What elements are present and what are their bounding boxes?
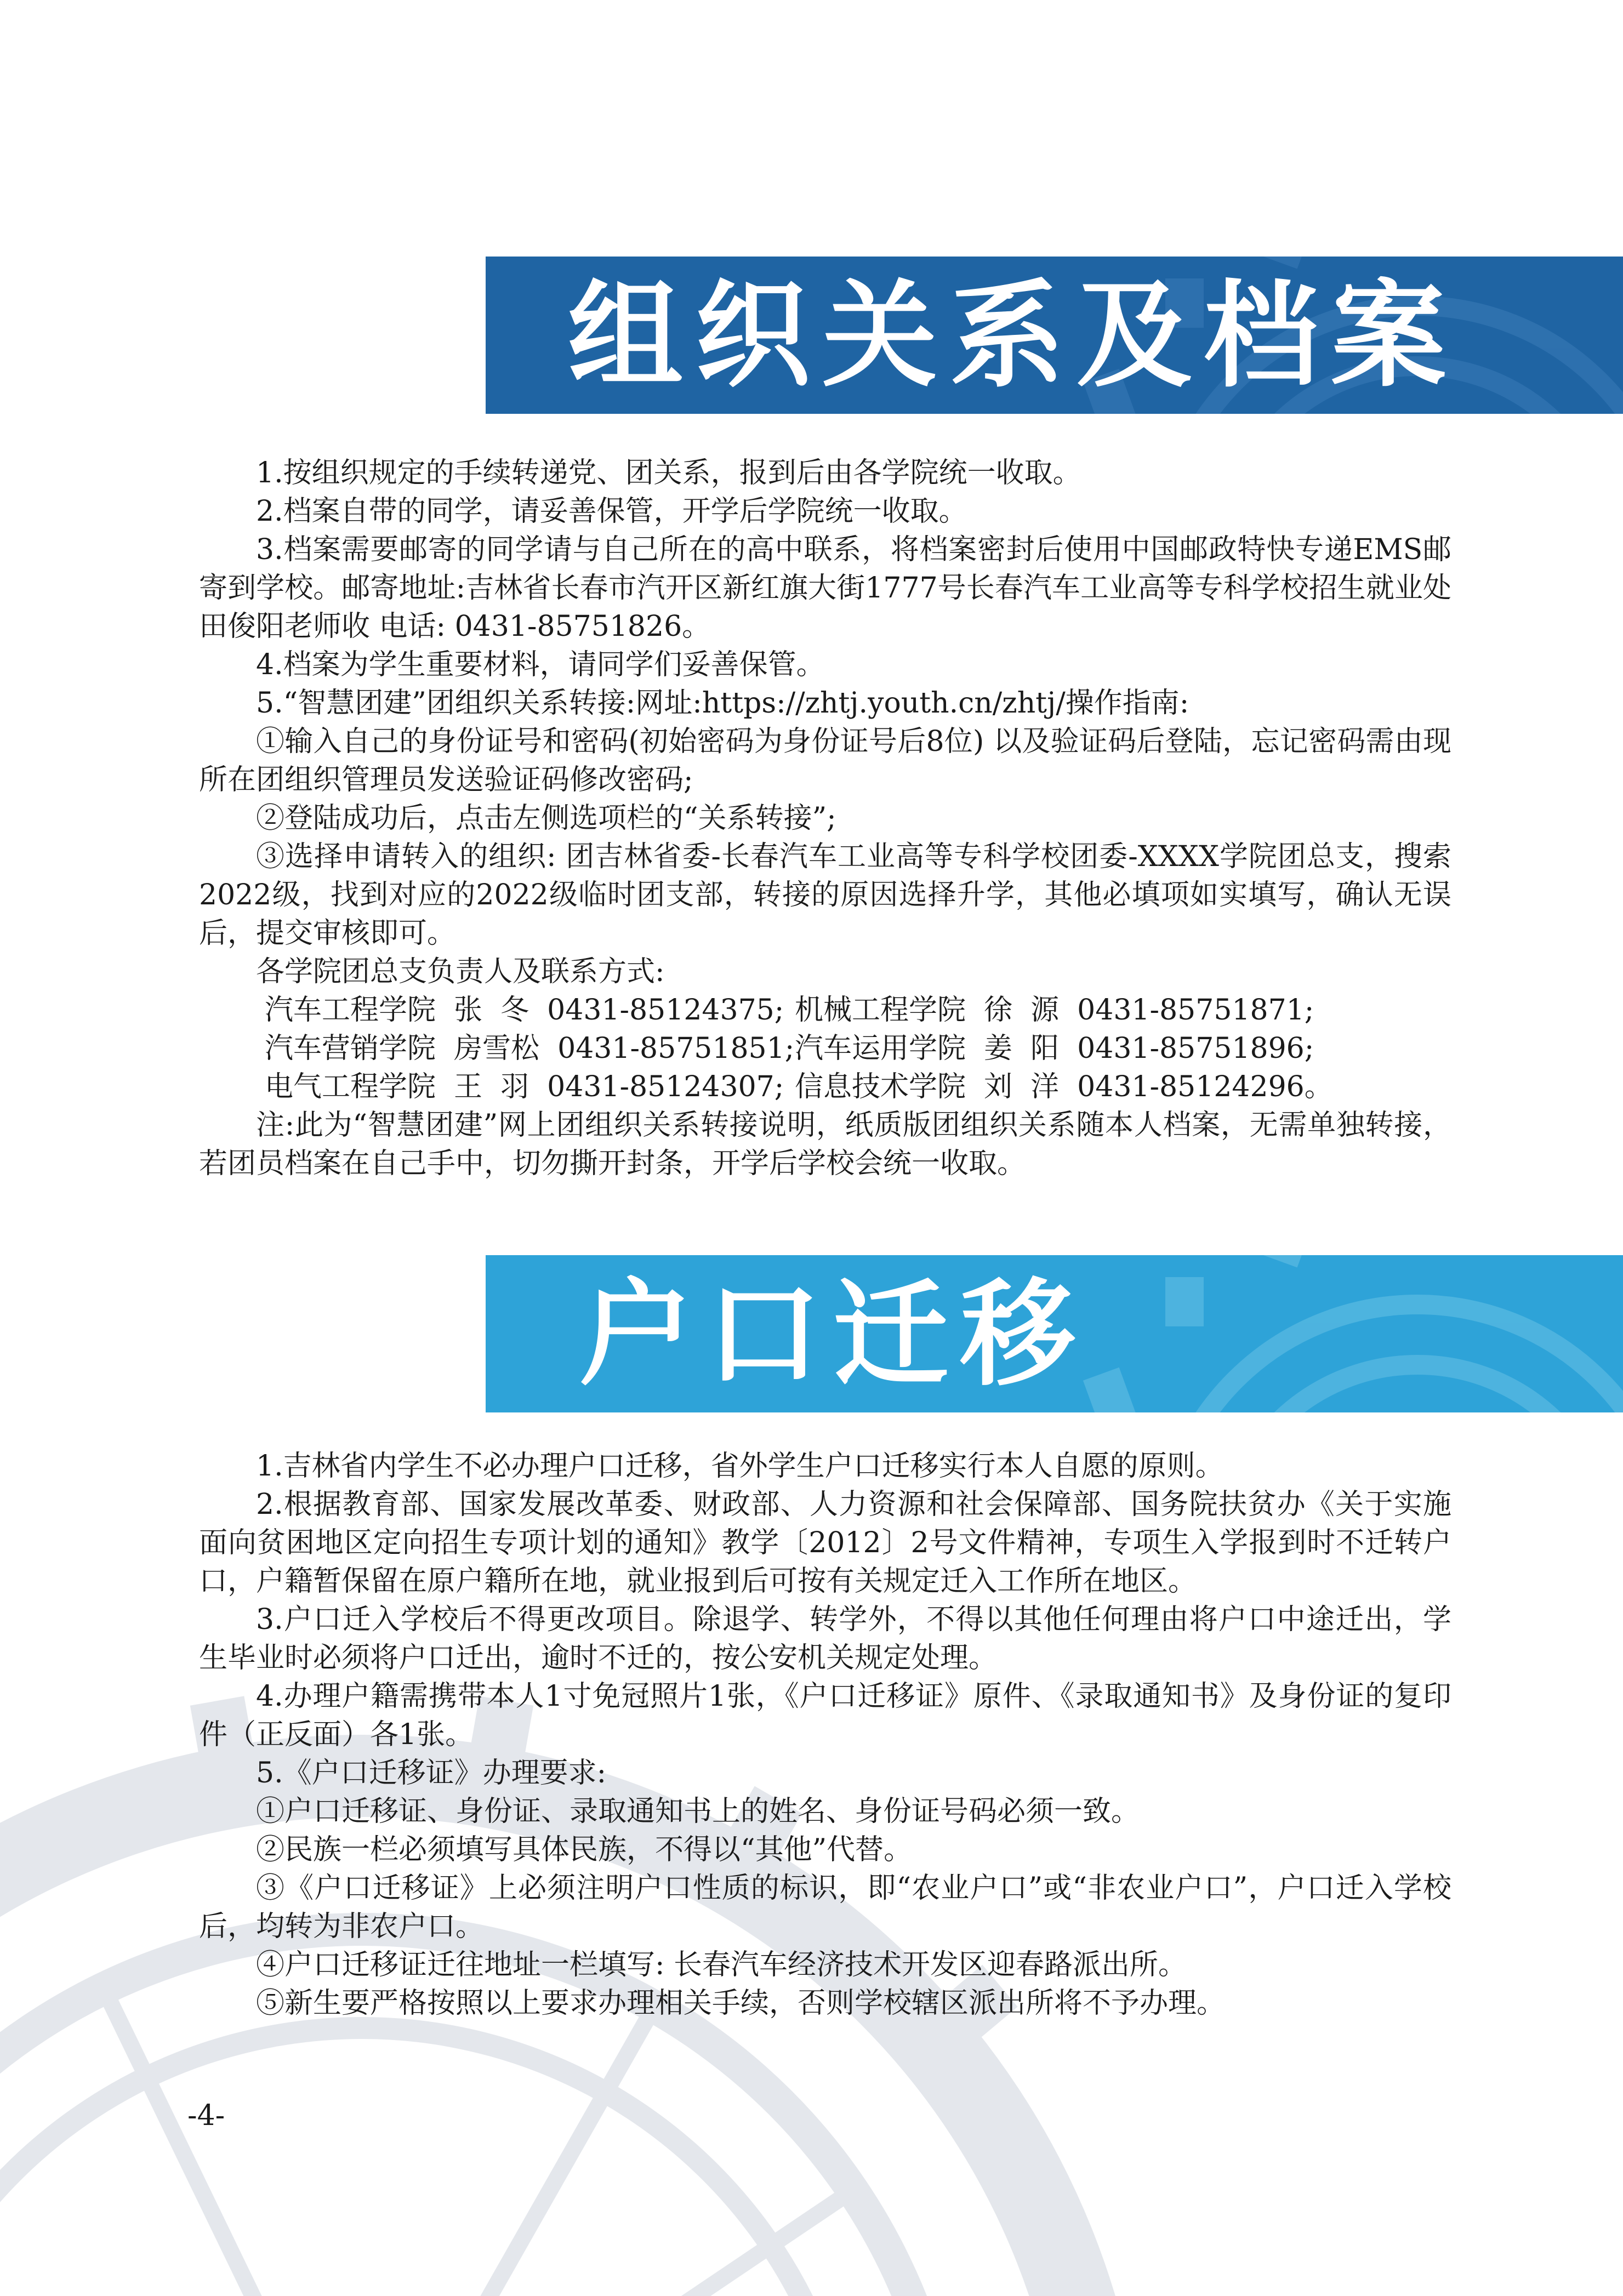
contact-row [199,1068,1451,1106]
page-number: -4- [187,2099,225,2132]
paragraph: ①输入自己的身份证号和密码(初始密码为身份证号后8位) 以及验证码后登陆，忘记密码需由现所在团组织管理员发送验证码修改密码; [199,725,1451,796]
paragraph: ⑤新生要严格按照以上要求办理相关手续，否则学校辖区派出所将不予办理。 [256,1987,1226,2020]
contact-entry: 信息技术学院 刘 洋 0431-85124296。 [795,1070,1333,1103]
paragraph: 3.户口迁入学校后不得更改项目。除退学、转学外，不得以其他任何理由将户口中途迁出，学生毕业时必须将户口迁出，逾时不迁的，按公安机关规定处理。 [199,1603,1451,1674]
paragraph: ④户口迁移证迁往地址一栏填写: 长春汽车经济技术开发区迎春路派出所。 [256,1949,1187,1981]
paragraph: ②登陆成功后，点击左侧选项栏的“关系转接”; [256,802,836,835]
paragraph: ③《户口迁移证》上必须注明户口性质的标识，即“农业户口”或“非农业户口”，户口迁入学校后，均转为非农户口。 [199,1872,1451,1943]
section-archives-content [199,454,1451,1183]
paragraph: 4.档案为学生重要材料，请同学们妥善保管。 [256,648,825,681]
paragraph: 各学院团总支负责人及联系方式: [256,955,665,988]
paragraph: 1.吉林省内学生不必办理户口迁移，省外学生户口迁移实行本人自愿的原则。 [256,1450,1224,1483]
section-banner-archives [486,257,1623,414]
contact-entry: 汽车工程学院 张 冬 0431-85124375; [265,994,784,1027]
paragraph: 2.档案自带的同学，请妥善保管，开学后学院统一收取。 [256,495,967,528]
paragraph: ①户口迁移证、身份证、录取通知书上的姓名、身份证号码必须一致。 [256,1795,1140,1828]
note-paragraph: 注:此为“智慧团建”网上团组织关系转接说明，纸质版团组织关系随本人档案，无需单独转接，若团员档案在自己手中，切勿撕开封条，开学后学校会统一收取。 [199,1109,1451,1180]
paragraph: ②民族一栏必须填写具体民族，不得以“其他”代替。 [256,1833,913,1866]
paragraph: 4.办理户籍需携带本人1寸免冠照片1张，《户口迁移证》原件、《录取通知书》及身份证的复印件（正反面）各1张。 [199,1680,1451,1751]
paragraph: 5.《户口迁移证》办理要求: [256,1757,607,1790]
contact-entry: 电气工程学院 王 羽 0431-85124307; [265,1070,784,1103]
paragraph: 3.档案需要邮寄的同学请与自己所在的高中联系，将档案密封后使用中国邮政特快专递EMS邮寄到学校。邮寄地址:吉林省长春市汽开区新红旗大街1777号长春汽车工业高等专科学校招生就业处田俊阳老师收 电话: 0431-85751826。 [199,533,1451,643]
contact-row [199,991,1451,1029]
section-title: 组织关系及档案 [568,267,1459,403]
contact-entry: 汽车营销学院 房雪松 0431-85751851; [265,1032,795,1065]
paragraph: 1.按组织规定的手续转递党、团关系，报到后由各学院统一收取。 [256,457,1081,489]
contact-entry: 汽车运用学院 姜 阳 0431-85751896; [795,1032,1314,1065]
paragraph: ③选择申请转入的组织: 团吉林省委-长春汽车工业高等专科学校团委-XXXX学院团总支，搜索2022级，找到对应的2022级临时团支部，转接的原因选择升学，其他必填项如实填写，确认无误后，提交审核即可。 [199,840,1451,950]
contacts-list [199,991,1451,1106]
paragraph: 5.“智慧团建”团组织关系转接:网址:https://zhtj.youth.cn/zhtj/操作指南: [256,687,1189,720]
contact-row [199,1029,1451,1068]
section-title: 户口迁移 [579,1266,1088,1401]
paragraph: 2.根据教育部、国家发展改革委、财政部、人力资源和社会保障部、国务院扶贫办《关于实施面向贫困地区定向招生专项计划的通知》教学〔2012〕2号文件精神，专项生入学报到时不迁转户口，户籍暂保留在原户籍所在地，就业报到后可按有关规定迁入工作所在地区。 [199,1488,1451,1598]
contact-entry: 机械工程学院 徐 源 0431-85751871; [795,994,1314,1027]
section-banner-household [486,1255,1623,1412]
section-household-content [199,1447,1451,2022]
